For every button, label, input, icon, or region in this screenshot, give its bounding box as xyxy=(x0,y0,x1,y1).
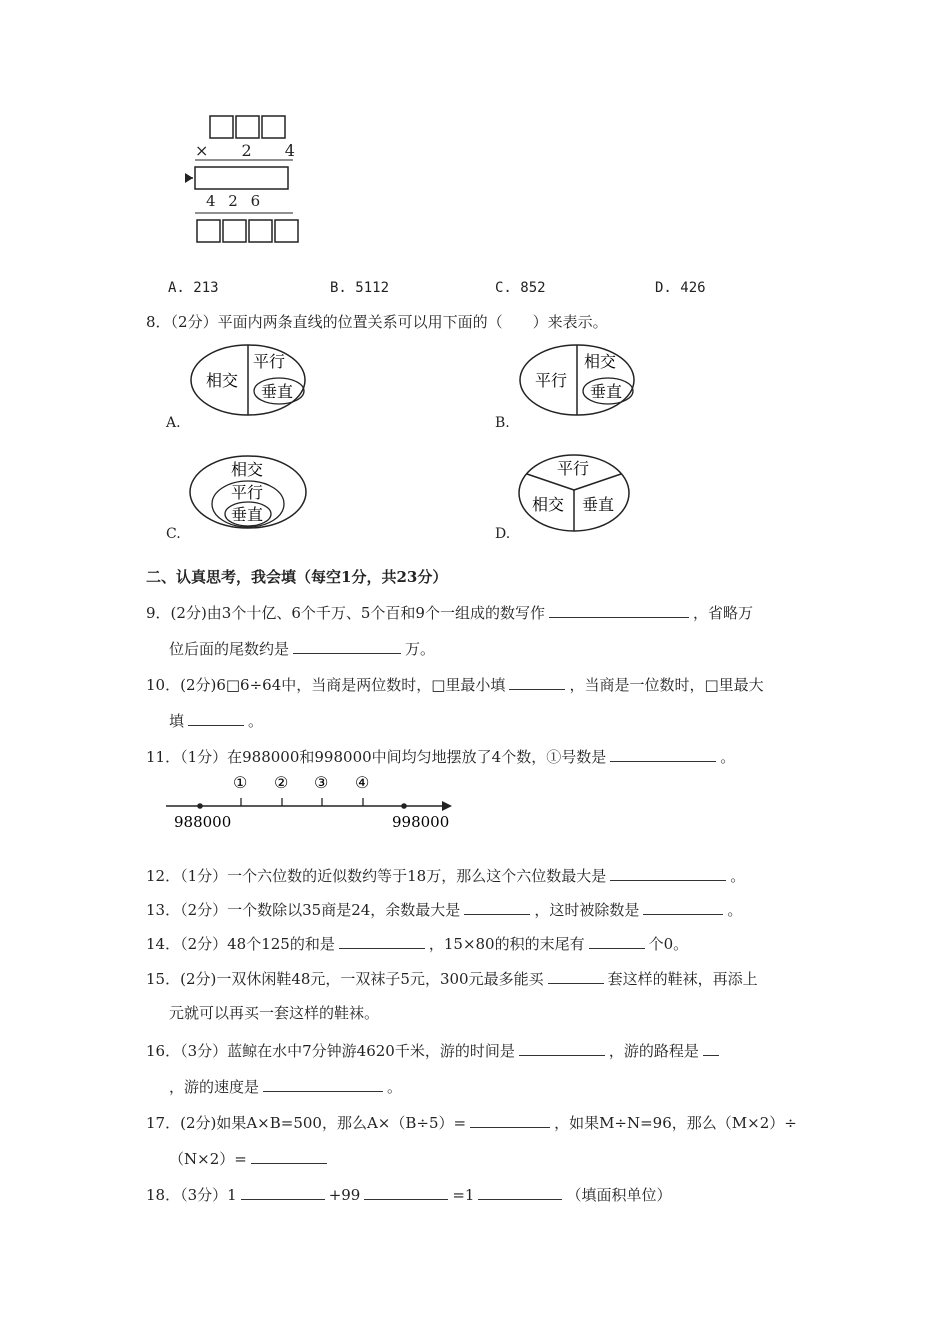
q18-blank-2[interactable] xyxy=(364,1183,448,1200)
q18-text-a: 18．（3分）1 xyxy=(146,1186,237,1204)
label-parallel: 平行 xyxy=(535,371,568,390)
q9-text-b: ，省略万 xyxy=(692,604,753,622)
label-intersect: 相交 xyxy=(206,371,239,390)
q8-diagram-c[interactable] xyxy=(188,454,310,530)
multiplier-text: × 2 4 xyxy=(195,141,305,160)
label-parallel: 平行 xyxy=(253,352,286,371)
q10-text-d: 。 xyxy=(248,712,264,730)
point-end xyxy=(401,803,407,809)
q17-text-a: 17．(2分)如果A×B=500，那么A×（B÷5）= xyxy=(146,1114,467,1132)
q14-text-a: 14．（2分）48个125的和是 xyxy=(146,935,335,953)
q9-text-a: 9．(2分)由3个十亿、6个千万、5个百和9个一组成的数写作 xyxy=(146,604,545,622)
q9-blank-2[interactable] xyxy=(293,637,401,654)
label-998000: 998000 xyxy=(392,813,450,831)
q11-text-a: 11．（1分）在988000和998000中间均匀地摆放了4个数，①号数是 xyxy=(146,748,607,766)
q12-text-b: 。 xyxy=(730,867,746,885)
q14-line xyxy=(146,932,688,954)
q18-text-c: =1 xyxy=(452,1186,475,1204)
q7-multiplication-figure xyxy=(185,112,315,247)
label-perpendicular: 垂直 xyxy=(582,495,615,514)
q10-text-c: 填 xyxy=(169,712,185,730)
digit-box xyxy=(197,220,220,242)
q14-text-b: ，15×80的积的末尾有 xyxy=(428,935,585,953)
q13-text-c: 。 xyxy=(727,901,743,919)
partial-product-text: 4 2 6 xyxy=(206,192,265,210)
q8-option-d-label[interactable]: D. xyxy=(495,526,511,542)
q11-number-line xyxy=(162,770,462,832)
q9-line2 xyxy=(169,637,435,659)
q14-blank-1[interactable] xyxy=(339,932,425,949)
q8-stem: 8．（2分）平面内两条直线的位置关系可以用下面的（ ）来表示。 xyxy=(146,313,608,331)
arrow-head xyxy=(185,173,193,183)
q18-line xyxy=(146,1183,671,1205)
point-start xyxy=(197,803,203,809)
q12-blank-1[interactable] xyxy=(610,864,726,881)
q13-text-b: ，这时被除数是 xyxy=(534,901,640,919)
label-perpendicular: 垂直 xyxy=(590,382,623,401)
label-intersect: 相交 xyxy=(584,352,617,371)
q16-text-c: ，游的速度是 xyxy=(169,1078,260,1096)
q7-option-d[interactable]: D. 426 xyxy=(655,280,706,296)
q9-text-d: 万。 xyxy=(405,640,436,658)
q10-blank-1[interactable] xyxy=(509,673,565,690)
q13-blank-2[interactable] xyxy=(643,898,723,915)
q17-blank-1[interactable] xyxy=(470,1111,550,1128)
q8-option-a-label[interactable]: A. xyxy=(166,415,181,431)
q16-text-b: ，游的路程是 xyxy=(608,1042,699,1060)
q10-text-b: ，当商是一位数时，□里最大 xyxy=(569,676,764,694)
q18-blank-1[interactable] xyxy=(241,1183,325,1200)
q17-blank-2[interactable] xyxy=(251,1147,327,1164)
q7-option-c[interactable]: C. 852 xyxy=(495,280,546,296)
q16-blank-3[interactable] xyxy=(263,1075,383,1092)
q11-blank-1[interactable] xyxy=(610,745,716,762)
q15-text-c: 元就可以再买一套这样的鞋袜。 xyxy=(169,1004,380,1022)
mark-3: ③ xyxy=(314,773,329,792)
q13-blank-1[interactable] xyxy=(464,898,530,915)
label-intersect: 相交 xyxy=(231,460,264,479)
label-perpendicular: 垂直 xyxy=(231,505,264,524)
digit-box xyxy=(249,220,272,242)
digit-box xyxy=(210,116,233,138)
label-perpendicular: 垂直 xyxy=(261,382,294,401)
q8-option-c-label[interactable]: C. xyxy=(166,526,181,542)
partial-product-box xyxy=(195,167,288,189)
q15-line1 xyxy=(146,967,758,989)
q8-diagram-a[interactable] xyxy=(188,342,310,418)
mark-4: ④ xyxy=(355,773,370,792)
q7-option-b[interactable]: B. 5112 xyxy=(330,280,390,296)
q18-text-b: +99 xyxy=(328,1186,361,1204)
mark-1: ① xyxy=(233,773,248,792)
q9-blank-1[interactable] xyxy=(549,601,689,618)
q12-line xyxy=(146,864,745,886)
q11-line xyxy=(146,745,735,767)
q16-text-d: 。 xyxy=(387,1078,403,1096)
q9-text-c: 位后面的尾数约是 xyxy=(169,640,290,658)
q13-text-a: 13．（2分）一个数除以35商是24，余数最大是 xyxy=(146,901,461,919)
q10-blank-2[interactable] xyxy=(188,709,244,726)
section-2-heading: 二、认真思考，我会填（每空1分，共23分） xyxy=(146,568,448,586)
digit-box xyxy=(223,220,246,242)
q18-blank-3[interactable] xyxy=(478,1183,562,1200)
label-intersect: 相交 xyxy=(532,495,565,514)
q16-blank-1[interactable] xyxy=(519,1039,605,1056)
q13-line xyxy=(146,898,742,920)
mark-2: ② xyxy=(274,773,289,792)
q8-option-b-label[interactable]: B. xyxy=(495,415,510,431)
axis-arrow xyxy=(442,801,452,811)
q15-blank-1[interactable] xyxy=(548,967,604,984)
q12-text-a: 12．（1分）一个六位数的近似数约等于18万，那么这个六位数最大是 xyxy=(146,867,607,885)
q10-line2 xyxy=(169,709,263,731)
q9-line1 xyxy=(146,601,753,623)
q15-text-b: 套这样的鞋袜，再添上 xyxy=(607,970,758,988)
q8-diagram-b[interactable] xyxy=(517,342,639,418)
q17-line1 xyxy=(146,1111,797,1133)
multiplication-svg xyxy=(185,112,315,247)
q15-line2 xyxy=(169,1003,379,1023)
q14-blank-2[interactable] xyxy=(589,932,645,949)
label-parallel: 平行 xyxy=(557,459,590,478)
q16-blank-2[interactable] xyxy=(703,1039,719,1056)
digit-box xyxy=(262,116,285,138)
q18-text-d: （填面积单位） xyxy=(566,1186,672,1204)
q7-option-a[interactable]: A. 213 xyxy=(168,280,219,296)
label-988000: 988000 xyxy=(174,813,232,831)
q10-line1 xyxy=(146,673,764,695)
q14-text-c: 个0。 xyxy=(648,935,689,953)
q15-text-a: 15．(2分)一双休闲鞋48元，一双袜子5元，300元最多能买 xyxy=(146,970,544,988)
digit-box xyxy=(275,220,298,242)
q16-text-a: 16．（3分）蓝鲸在水中7分钟游4620千米，游的时间是 xyxy=(146,1042,515,1060)
q16-line2 xyxy=(169,1075,402,1097)
q8-diagram-d[interactable] xyxy=(517,452,633,534)
q10-text-a: 10．(2分)6□6÷64中，当商是两位数时，□里最小填 xyxy=(146,676,506,694)
q17-line2 xyxy=(169,1147,331,1169)
q17-text-c: （N×2）= xyxy=(169,1150,247,1168)
digit-box xyxy=(236,116,259,138)
label-parallel: 平行 xyxy=(231,483,264,502)
q16-line1 xyxy=(146,1039,723,1061)
q17-text-b: ，如果M÷N=96，那么（M×2）÷ xyxy=(554,1114,797,1132)
q11-text-b: 。 xyxy=(720,748,736,766)
